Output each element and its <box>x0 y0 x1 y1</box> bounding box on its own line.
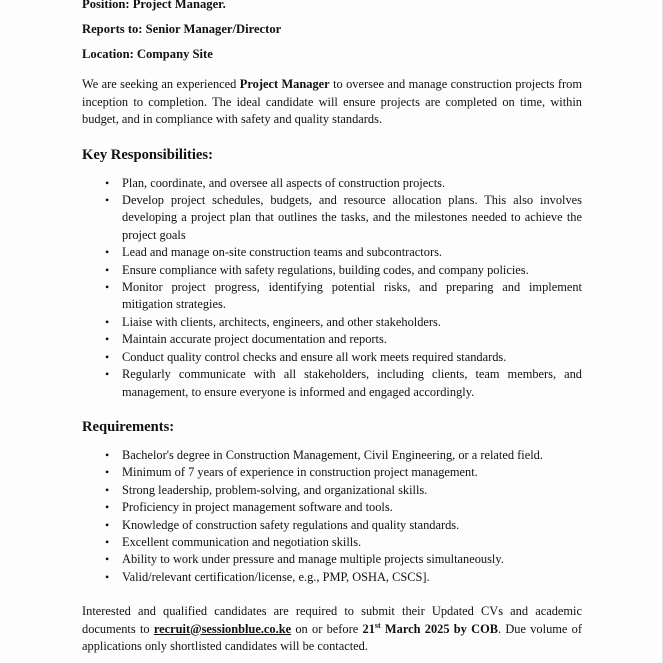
bullet-icon: • <box>105 193 110 208</box>
bullet-icon: • <box>105 569 110 584</box>
list-item-text: Liaise with clients, architects, engineers, and other stakeholders. <box>122 314 441 329</box>
list-item-text: Conduct quality control checks and ensure all work meets required standards. <box>122 349 507 364</box>
deadline-suffix: st <box>374 620 381 630</box>
responsibility-item <box>105 244 582 261</box>
job-description <box>82 0 582 655</box>
responsibility-item <box>105 314 582 331</box>
responsibility-item <box>105 331 582 348</box>
list-item-text: Valid/relevant certification/license, e.g., PMP, OSHA, CSCS]. <box>122 569 430 584</box>
bullet-icon: • <box>105 482 110 497</box>
bullet-icon: • <box>105 280 110 295</box>
bullet-icon: • <box>105 552 110 567</box>
responsibility-item <box>105 262 582 279</box>
list-item-text: Strong leadership, problem-solving, and organizational skills. <box>122 482 428 497</box>
list-item-text: Develop project schedules, budgets, and resource allocation plans. This also involves developing a project plan that outlines the tasks, and the milestones needed to achieve the project goals <box>122 193 582 242</box>
bullet-icon: • <box>105 465 110 480</box>
bullet-icon: • <box>105 332 110 347</box>
bullet-icon: • <box>105 349 110 364</box>
location-line: Location: Company Site <box>82 47 213 61</box>
deadline-date <box>363 622 498 636</box>
intro-role: Project Manager <box>239 77 330 92</box>
bullet-icon: • <box>105 175 110 190</box>
list-item-text: Maintain accurate project documentation and reports. <box>122 332 387 347</box>
requirement-item <box>105 499 582 516</box>
requirements-heading: Requirements: <box>82 418 175 435</box>
reports-to-line: Reports to: Senior Manager/Director <box>82 22 282 36</box>
list-item-text: Regularly communicate with all stakeholders, including clients, team members, and management, to ensure everyone is informed and engaged accordingly. <box>122 367 582 399</box>
closing-paragraph <box>82 603 582 655</box>
intro-paragraph <box>82 76 582 128</box>
list-item-text: Ensure compliance with safety regulations, building codes, and company policies. <box>122 262 529 277</box>
bullet-icon: • <box>105 517 110 532</box>
responsibility-item <box>105 349 582 366</box>
closing-text-3: . Due volume of applications only shortlisted candidates will be contacted. <box>82 621 582 653</box>
list-item-text: Ability to work under pressure and manage multiple projects simultaneously. <box>122 552 504 567</box>
responsibilities-heading: Key Responsibilities: <box>82 146 213 163</box>
responsibility-item <box>105 175 582 192</box>
list-item-text: Bachelor's degree in Construction Management, Civil Engineering, or a related field. <box>122 447 543 462</box>
list-item-text: Minimum of 7 years of experience in construction project management. <box>122 465 478 480</box>
responsibility-item <box>105 279 582 314</box>
requirement-item <box>105 447 582 464</box>
requirement-item <box>105 517 582 534</box>
bullet-icon: • <box>105 534 110 549</box>
deadline-day: 21 <box>362 621 375 636</box>
list-item-text: Proficiency in project management software and tools. <box>122 500 393 515</box>
requirement-item <box>105 464 582 481</box>
intro-text-after: to oversee and manage construction projects from inception to completion. The ideal candidate will ensure projects are completed on time, within budget, and in compliance with safety and quality standards. <box>82 77 582 127</box>
bullet-icon: • <box>105 314 110 329</box>
requirements-list <box>82 447 582 586</box>
deadline-rest: March 2025 by COB <box>380 621 498 636</box>
requirement-item <box>105 551 582 568</box>
responsibility-item <box>105 192 582 244</box>
list-item-text: Plan, coordinate, and oversee all aspects of construction projects. <box>122 175 446 190</box>
responsibility-item <box>105 366 582 401</box>
list-item-text: Lead and manage on-site construction teams and subcontractors. <box>122 245 442 260</box>
list-item-text: Monitor project progress, identifying potential risks, and preparing and implement mitigation strategies. <box>122 280 582 312</box>
responsibilities-list <box>82 175 582 401</box>
list-item-text: Knowledge of construction safety regulations and quality standards. <box>122 517 460 532</box>
position-line: Position: Project Manager. <box>82 0 226 11</box>
email-link[interactable]: recruit@sessionblue.co.ke <box>153 621 292 636</box>
requirement-item <box>105 569 582 586</box>
bullet-icon: • <box>105 245 110 260</box>
closing-text-2: on or before <box>291 621 363 636</box>
closing-text-1: Interested and qualified candidates are required to submit their Updated CVs and academic documents to <box>82 604 582 636</box>
bullet-icon: • <box>105 500 110 515</box>
bullet-icon: • <box>105 367 110 382</box>
requirement-item <box>105 534 582 551</box>
bullet-icon: • <box>105 447 110 462</box>
intro-text-before: We are seeking an experienced <box>82 77 240 92</box>
requirement-item <box>105 482 582 499</box>
list-item-text: Excellent communication and negotiation skills. <box>122 534 362 549</box>
bullet-icon: • <box>105 262 110 277</box>
